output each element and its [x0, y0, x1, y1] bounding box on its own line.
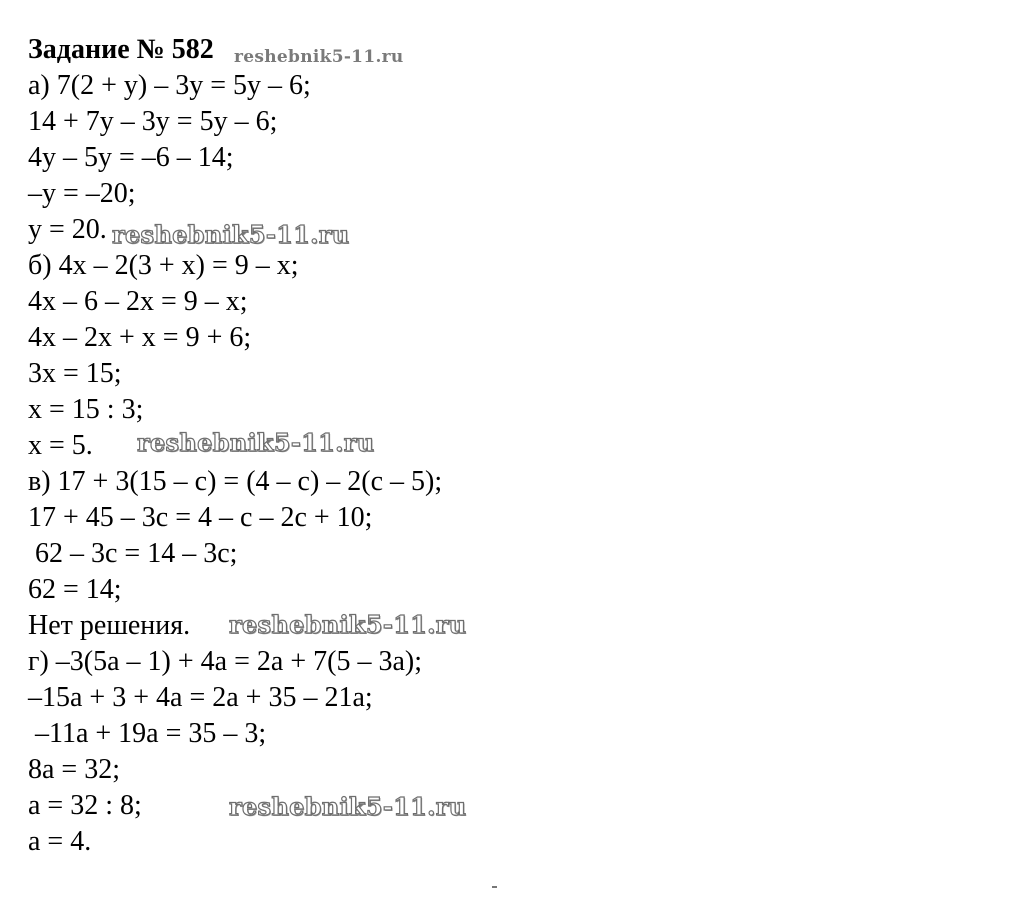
solution-line-21: a = 32 : 8;: [28, 790, 142, 821]
solution-line-19: –11a + 19a = 35 – 3;: [28, 718, 267, 749]
solution-line-16: Нет решения.: [28, 610, 191, 641]
solution-line-22: a = 4.: [28, 826, 92, 857]
solution-line-2: 14 + 7y – 3y = 5y – 6;: [28, 106, 278, 137]
watermark-a: reshebnik5-11.ru: [112, 220, 350, 249]
solution-line-7: 4x – 6 – 2x = 9 – x;: [28, 286, 248, 317]
solution-line-12: в) 17 + 3(15 – c) = (4 – c) – 2(c – 5);: [28, 466, 443, 497]
solution-line-1: а) 7(2 + y) – 3y = 5y – 6;: [28, 70, 311, 101]
solution-line-5: y = 20.: [28, 214, 107, 245]
solution-line-14: 62 – 3c = 14 – 3c;: [28, 538, 238, 569]
solution-line-18: –15a + 3 + 4a = 2a + 35 – 21a;: [28, 682, 373, 713]
solution-line-20: 8a = 32;: [28, 754, 120, 785]
task-title: Задание № 582: [28, 34, 214, 65]
watermark-c: reshebnik5-11.ru: [229, 610, 467, 639]
solution-line-3: 4y – 5y = –6 – 14;: [28, 142, 234, 173]
solution-line-15: 62 = 14;: [28, 574, 122, 605]
solution-line-9: 3x = 15;: [28, 358, 122, 389]
solution-line-13: 17 + 45 – 3c = 4 – c – 2c + 10;: [28, 502, 373, 533]
page-mark: [492, 886, 497, 888]
solution-line-6: б) 4x – 2(3 + x) = 9 – x;: [28, 250, 299, 281]
solution-line-17: г) –3(5a – 1) + 4a = 2a + 7(5 – 3a);: [28, 646, 422, 677]
solution-line-4: –y = –20;: [28, 178, 136, 209]
solution-line-10: x = 15 : 3;: [28, 394, 144, 425]
watermark-b: reshebnik5-11.ru: [137, 428, 375, 457]
watermark-d: reshebnik5-11.ru: [229, 792, 467, 821]
solution-line-8: 4x – 2x + x = 9 + 6;: [28, 322, 252, 353]
solution-line-11: x = 5.: [28, 430, 93, 461]
watermark-title: reshebnik5-11.ru: [234, 47, 404, 67]
